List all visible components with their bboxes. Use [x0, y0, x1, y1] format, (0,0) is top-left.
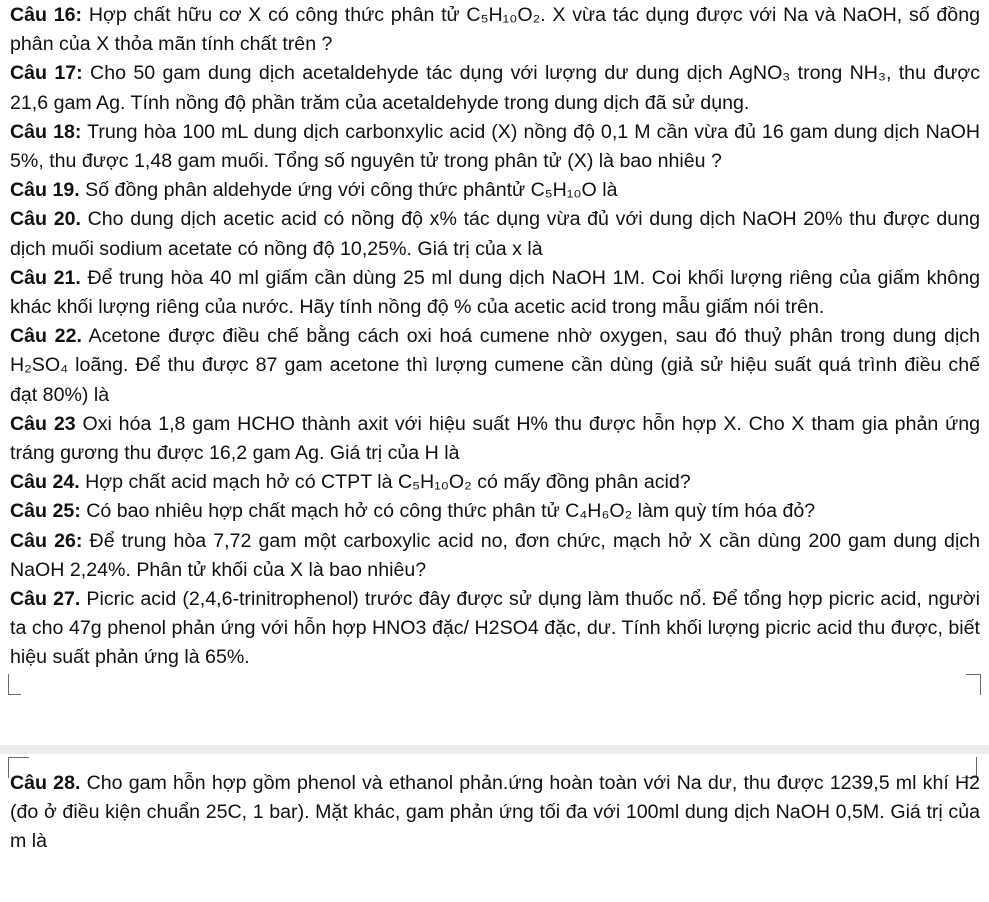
question-label: Câu 16:	[10, 4, 83, 26]
question-label: Câu 17:	[10, 62, 83, 85]
question-25	[10, 497, 980, 526]
crop-mark-top-left	[8, 674, 21, 695]
question-text: Để trung hòa 40 ml giấm cần dùng 25 ml dung dịch NaOH 1M. Coi khối lượng riêng của giấm không khác khối lượng riêng của nước. Hãy tính nồng độ % của acetic acid trong mẫu giấm nói trên.	[10, 266, 980, 319]
question-22	[10, 322, 980, 410]
question-list-top	[10, 1, 980, 673]
question-text: Acetone được điều chế bằng cách oxi hoá cumene nhờ oxygen, sau đó thuỷ phân trong dung dịch H₂SO₄ loãng. Để thu được 87 gam acetone thì lượng cumene cần dùng (giả sử hiệu suất quá trình điều chế đạt 80%) là	[10, 325, 980, 406]
question-text: Cho gam hỗn hợp gồm phenol và ethanol phản.ứng hoàn toàn với Na dư, thu được 1239,5 ml khí H2 (đo ở điều kiện chuẩn 25C, 1 bar). Mặt khác, gam phản ứng tối đa với 100ml dung dịch NaOH 0,5M. Giá trị của m là	[10, 772, 981, 853]
question-23	[10, 410, 980, 468]
question-text: Picric acid (2,4,6-trinitrophenol) trước đây được sử dụng làm thuốc nổ. Để tổng hợp picric acid, người ta cho 47g phenol phản ứng với hỗn hợp HNO3 đặc/ H2SO4 đặc, dư. Tính khối lượng picric acid thu được, biết hiệu suất phản ứng là 65%.	[10, 588, 980, 669]
question-24	[10, 468, 980, 497]
question-21	[10, 264, 980, 322]
question-text: Để trung hòa 7,72 gam một carboxylic acid no, đơn chức, mạch hở X cần dùng 200 gam dung dịch NaOH 2,24%. Phân tử khối của X là bao nhiêu?	[10, 529, 980, 581]
question-text: Trung hòa 100 mL dung dịch carbonxylic acid (X) nồng độ 0,1 M cần vừa đủ 16 gam dung dịch NaOH 5%, thu được 1,48 gam muối. Tổng số nguyên tử trong phân tử (X) là bao nhiêu ?	[10, 120, 981, 173]
question-label: Câu 20.	[10, 208, 81, 231]
question-text: Hợp chất hữu cơ X có công thức phân tử C₅H₁₀O₂. X vừa tác dụng được với Na và NaOH, số đồng phân của X thỏa mãn tính chất trên ?	[10, 4, 981, 56]
question-19	[10, 176, 980, 205]
question-label: Câu 26:	[10, 529, 83, 552]
page-separator	[0, 745, 989, 754]
question-label: Câu 27.	[10, 588, 81, 611]
question-label: Câu 21.	[10, 266, 81, 289]
crop-mark-top-right	[966, 674, 981, 695]
question-label: Câu 23	[10, 412, 76, 435]
question-26	[10, 527, 980, 585]
question-20	[10, 205, 980, 263]
question-label: Câu 28.	[10, 772, 81, 794]
question-label: Câu 22.	[10, 325, 82, 348]
question-text: Hợp chất acid mạch hở có CTPT là C₅H₁₀O₂ có mấy đồng phân acid?	[79, 471, 691, 494]
question-text: Số đồng phân aldehyde ứng với công thức phântử C₅H₁₀O là	[79, 179, 618, 202]
question-28	[10, 769, 980, 857]
question-label: Câu 24.	[10, 471, 80, 494]
question-16	[10, 1, 980, 59]
question-label: Câu 19.	[10, 179, 80, 202]
question-label: Câu 25:	[10, 500, 81, 523]
question-list-bottom	[10, 769, 980, 857]
question-text: Cho dung dịch acetic acid có nồng độ x% tác dụng vừa đủ với dung dịch NaOH 20% thu được dung dịch muối sodium acetate có nồng độ 10,25%. Giá trị của x là	[10, 208, 980, 260]
question-text: Oxi hóa 1,8 gam HCHO thành axit với hiệu suất H% thu được hỗn hợp X. Cho X tham gia phản ứng tráng gương thu được 16,2 gam Ag. Giá trị của H là	[10, 412, 980, 465]
question-27	[10, 585, 980, 673]
question-18	[10, 118, 980, 176]
question-text: Có bao nhiêu hợp chất mạch hở có công thức phân tử C₄H₆O₂ làm quỳ tím hóa đỏ?	[80, 500, 816, 523]
question-label: Câu 18:	[10, 120, 82, 143]
question-text: Cho 50 gam dung dịch acetaldehyde tác dụng với lượng dư dung dịch AgNO₃ trong NH₃, thu được 21,6 gam Ag. Tính nồng độ phần trăm của acetaldehyde trong dung dịch đã sử dụng.	[10, 62, 980, 114]
question-17	[10, 59, 980, 117]
